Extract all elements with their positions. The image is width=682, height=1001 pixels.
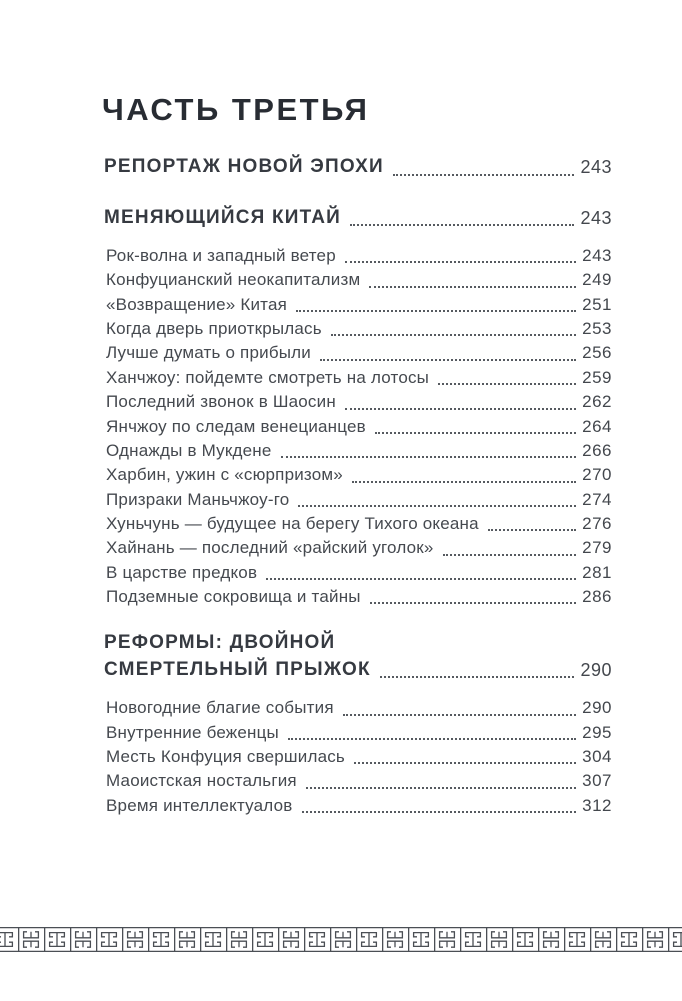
toc-entry [106, 293, 612, 317]
section-page-number: 243 [580, 157, 612, 178]
toc-entry [106, 244, 612, 268]
entry-page-number: 286 [582, 586, 612, 606]
entry-page-number: 274 [582, 489, 612, 509]
dot-leader [320, 359, 576, 361]
toc-entry [106, 561, 612, 585]
entry-title: Харбин, ужин с «сюрпризом» [106, 465, 343, 485]
entry-title: Призраки Маньчжоу-го [106, 489, 290, 509]
toc-entry [106, 769, 612, 793]
entry-page-number: 279 [582, 538, 612, 558]
dot-leader [380, 676, 575, 678]
section-heading-kitay [104, 205, 612, 232]
table-of-contents [104, 93, 612, 818]
toc-entry [106, 721, 612, 745]
dot-leader [354, 762, 576, 764]
toc-entry [106, 696, 612, 720]
toc-entry [106, 536, 612, 560]
entry-page-number: 307 [582, 771, 612, 791]
entry-title: Рок-волна и западный ветер [106, 246, 336, 266]
dot-leader [370, 602, 576, 604]
entry-title: Ханчжоу: пойдемте смотреть на лотосы [106, 367, 430, 387]
entry-title: Последний звонок в Шаосин [106, 392, 336, 412]
toc-entry [106, 268, 612, 292]
section-page-number: 243 [580, 207, 612, 228]
entry-page-number: 276 [582, 513, 612, 533]
entry-page-number: 290 [582, 698, 612, 718]
dot-leader [443, 554, 577, 556]
entry-title: Месть Конфуция свершилась [106, 746, 345, 766]
dot-leader [438, 383, 576, 385]
toc-entry [106, 488, 612, 512]
dot-leader [375, 432, 576, 434]
entry-title: В царстве предков [106, 562, 258, 582]
toc-entry [106, 794, 612, 818]
entry-title: Подземные сокровища и тайны [106, 586, 361, 606]
section-heading-reformy [104, 630, 612, 683]
entry-title: Хуньчунь — будущее на берегу Тихого океана [106, 513, 479, 533]
toc-entry [106, 585, 612, 609]
dot-leader [266, 578, 576, 580]
entry-title: Новогодние благие события [106, 698, 334, 718]
toc-entry [106, 439, 612, 463]
entry-page-number: 281 [582, 562, 612, 582]
dot-leader [281, 456, 577, 458]
entry-page-number: 266 [582, 440, 612, 460]
dot-leader [345, 261, 576, 263]
toc-entry [106, 317, 612, 341]
toc-entry [106, 390, 612, 414]
dot-leader [288, 738, 576, 740]
entry-page-number: 295 [582, 722, 612, 742]
dot-leader [298, 505, 576, 507]
toc-entry-list-1 [104, 244, 612, 609]
entry-title: Хайнань — последний «райский уголок» [106, 538, 434, 558]
entry-title: Однажды в Мукдене [106, 440, 272, 460]
entry-page-number: 304 [582, 746, 612, 766]
dot-leader [488, 529, 576, 531]
entry-title: Маоистская ностальгия [106, 771, 297, 791]
toc-entry [106, 512, 612, 536]
dot-leader [306, 787, 576, 789]
toc-entry-list-2 [104, 696, 612, 818]
dot-leader [352, 481, 576, 483]
entry-page-number: 262 [582, 392, 612, 412]
section-title: МЕНЯЮЩИЙСЯ КИТАЙ [104, 206, 342, 228]
section-page-number: 290 [580, 659, 612, 680]
entry-title: «Возвращение» Китая [106, 294, 288, 314]
entry-page-number: 253 [582, 319, 612, 339]
dot-leader [369, 286, 576, 288]
dot-leader [331, 334, 576, 336]
dot-leader [302, 811, 577, 813]
entry-title: Когда дверь приоткрылась [106, 319, 322, 339]
meander-border-pattern-icon [0, 927, 682, 952]
entry-page-number: 259 [582, 367, 612, 387]
toc-entry [106, 366, 612, 390]
entry-page-number: 249 [582, 270, 612, 290]
entry-title: Время интеллектуалов [106, 795, 293, 815]
meander-border [0, 927, 682, 952]
section-title: РЕПОРТАЖ НОВОЙ ЭПОХИ [104, 156, 384, 178]
section-title-line-1: РЕФОРМЫ: ДВОЙНОЙ [104, 632, 336, 654]
section-title-line-2: СМЕРТЕЛЬНЫЙ ПРЫЖОК [104, 658, 371, 680]
entry-title: Лучше думать о прибыли [106, 343, 311, 363]
entry-title: Конфуцианский неокапитализм [106, 270, 361, 290]
dot-leader [296, 310, 576, 312]
entry-title: Янчжоу по следам венецианцев [106, 416, 366, 436]
entry-page-number: 243 [582, 246, 612, 266]
toc-entry [106, 463, 612, 487]
dot-leader [343, 714, 576, 716]
toc-entry [106, 415, 612, 439]
dot-leader [393, 174, 575, 176]
part-title: ЧАСТЬ ТРЕТЬЯ [102, 92, 370, 127]
entry-page-number: 251 [582, 294, 612, 314]
entry-page-number: 264 [582, 416, 612, 436]
toc-entry [106, 341, 612, 365]
entry-page-number: 312 [582, 795, 612, 815]
entry-page-number: 256 [582, 343, 612, 363]
entry-page-number: 270 [582, 465, 612, 485]
section-heading-reportazh [104, 154, 612, 181]
dot-leader [350, 224, 574, 226]
section-title-row [104, 657, 612, 684]
dot-leader [345, 408, 576, 410]
toc-entry [106, 745, 612, 769]
entry-title: Внутренние беженцы [106, 722, 279, 742]
